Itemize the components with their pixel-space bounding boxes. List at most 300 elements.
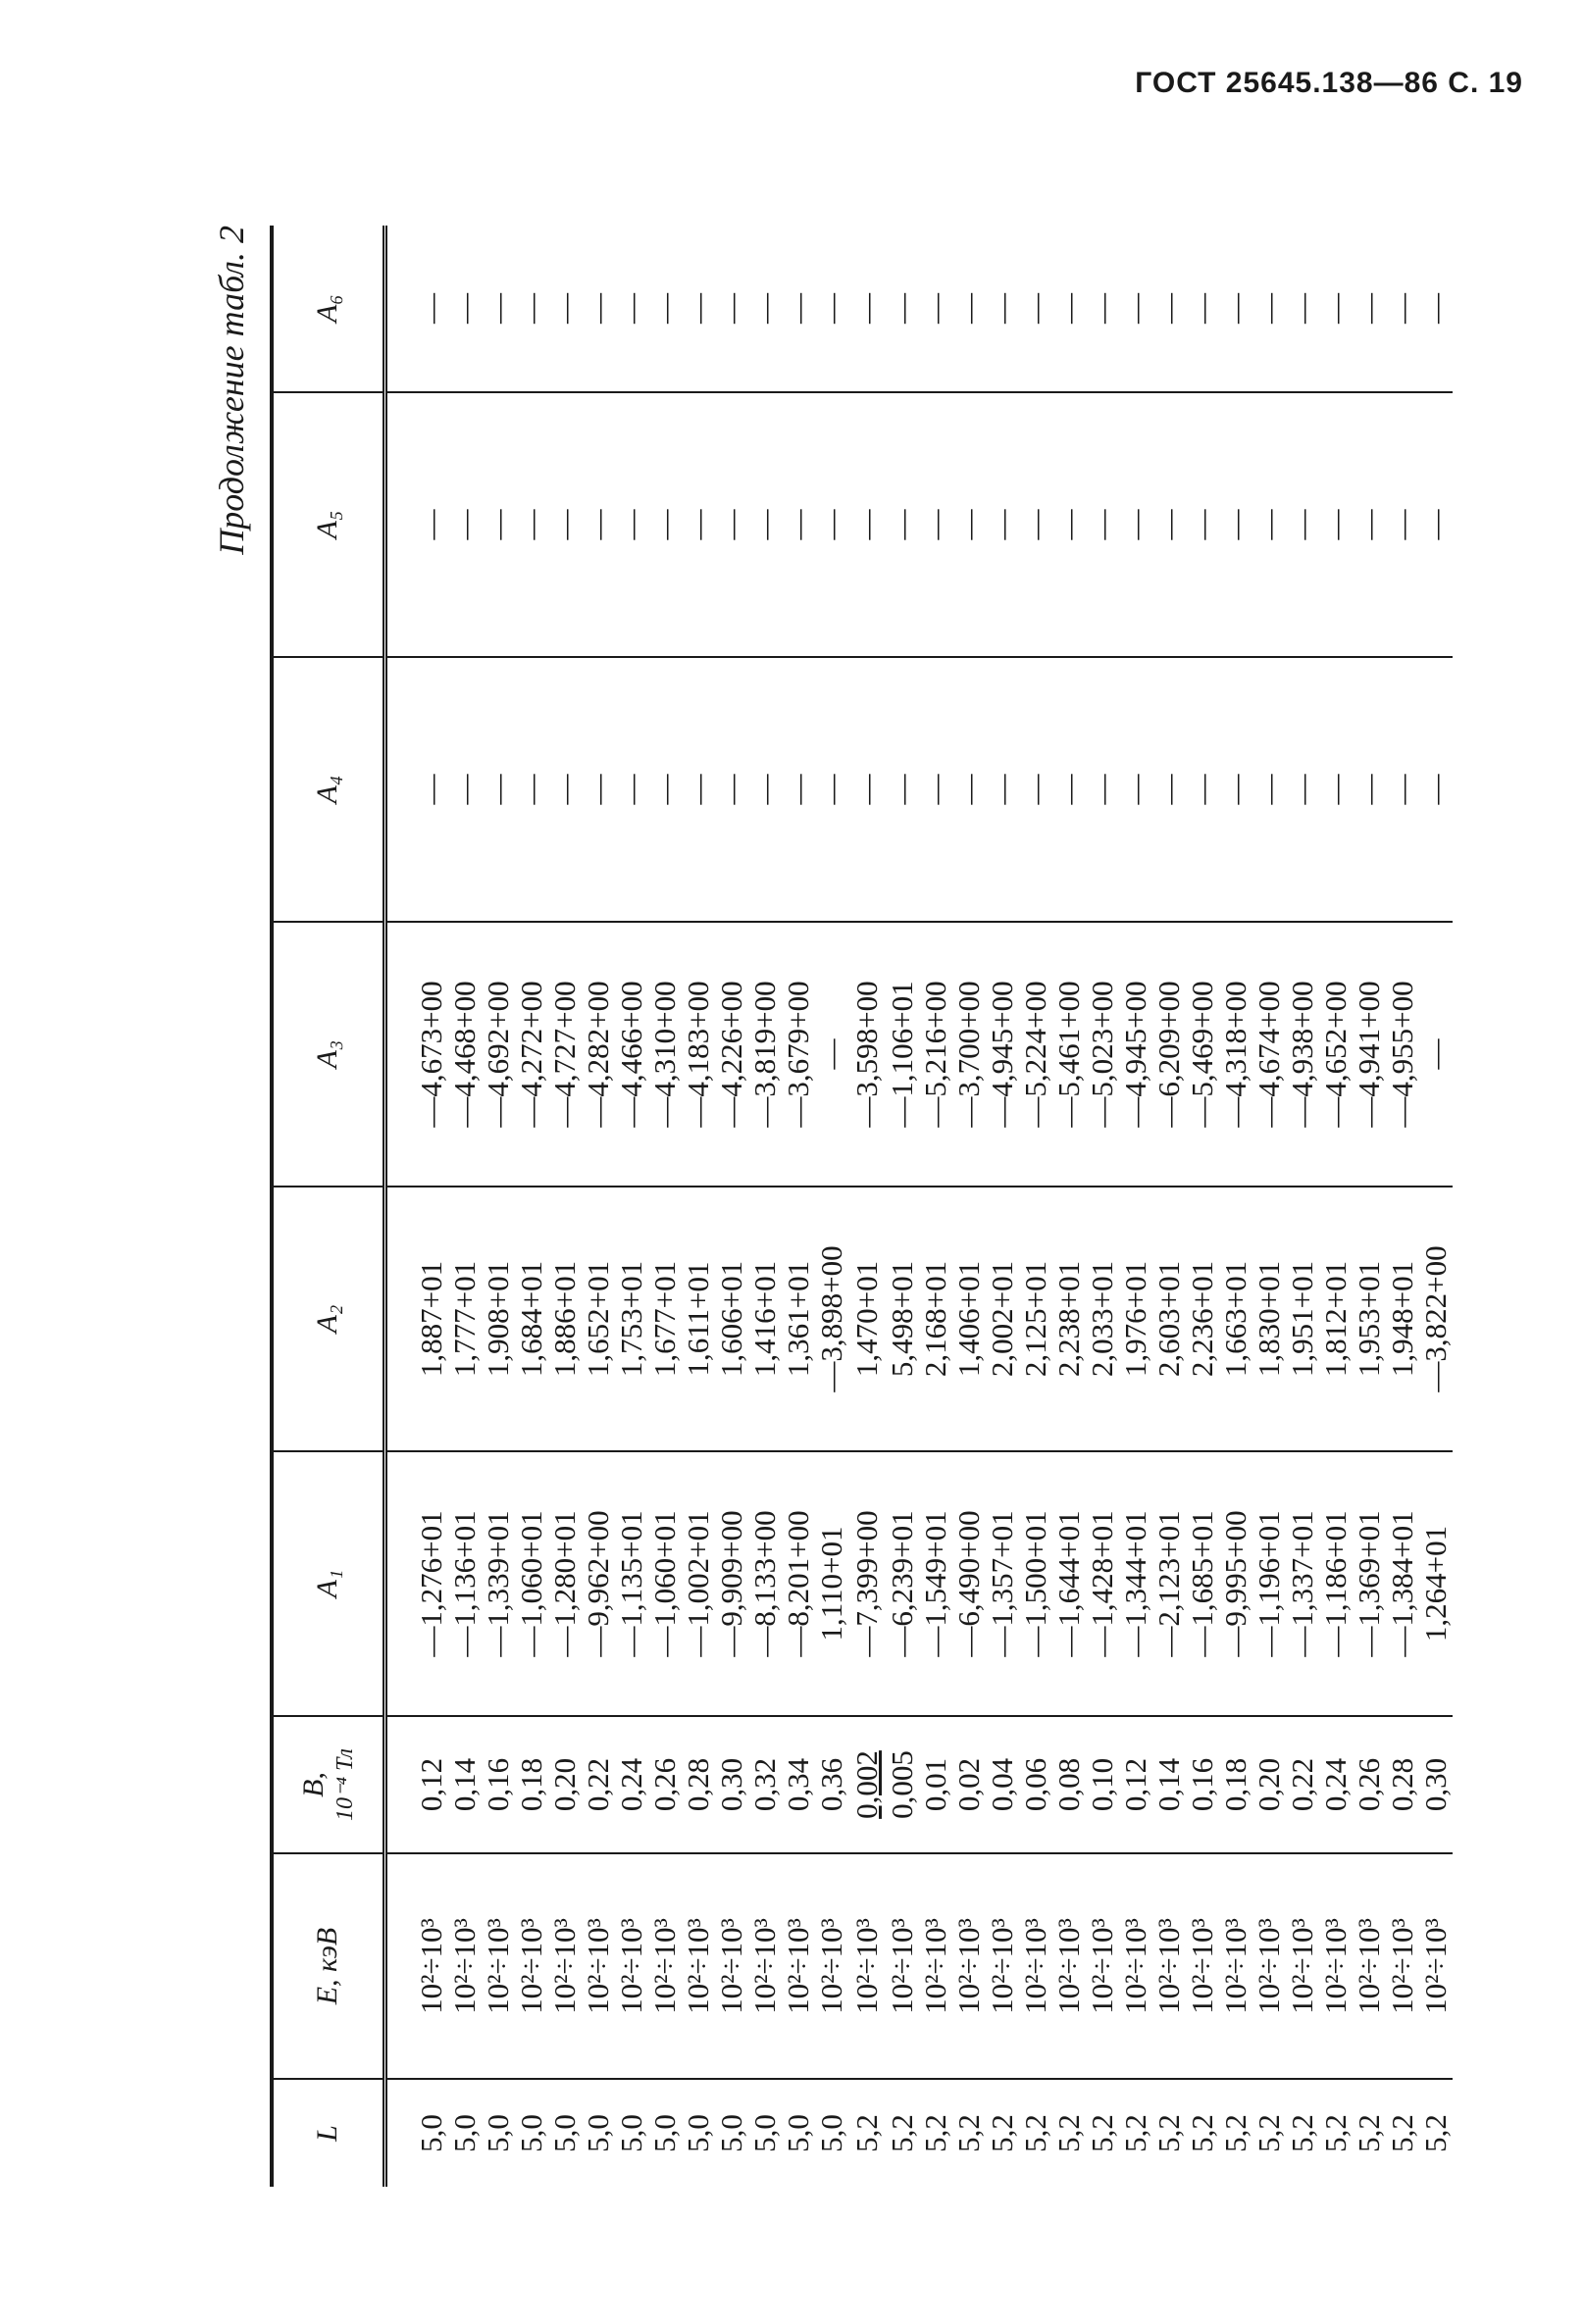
cell-a2: 1,953+01	[1353, 1187, 1386, 1451]
table-row	[782, 226, 815, 2187]
cell-a6: —	[480, 293, 515, 324]
cell-a1: —6,239+01	[886, 1451, 919, 1716]
cell-b: 0,20	[1252, 1716, 1286, 1853]
cell-a3: —	[1419, 922, 1453, 1187]
cell-a6: —	[1251, 293, 1286, 324]
cell-l: 5,0	[782, 2079, 815, 2187]
cell-e: 10²÷10³	[1286, 1853, 1319, 2079]
cell-e: 10²÷10³	[848, 1853, 886, 2079]
table-row	[1152, 226, 1186, 2187]
cell-l: 5,0	[582, 2079, 615, 2187]
cell-a4: —	[648, 657, 682, 922]
col-header-a2: A₂	[272, 1187, 384, 1451]
cell-a4: —	[548, 657, 582, 922]
cell-a1: —1,276+01	[384, 1451, 448, 1716]
cell-a4: —	[1319, 657, 1353, 922]
cell-a3: —4,945+00	[986, 922, 1019, 1187]
cell-a3: —4,318+00	[1219, 922, 1252, 1187]
cell-a4: —	[815, 657, 848, 922]
cell-b: 0,12	[1119, 1716, 1152, 1853]
table-row	[1286, 226, 1319, 2187]
cell-l: 5,2	[952, 2079, 986, 2187]
table-row	[1319, 226, 1353, 2187]
cell-e: 10²÷10³	[482, 1853, 515, 2079]
cell-a4: —	[886, 657, 919, 922]
cell-a5: —	[1252, 392, 1286, 657]
table-row	[648, 226, 682, 2187]
cell-a1: —1,280+01	[548, 1451, 582, 1716]
cell-e: 10²÷10³	[615, 1853, 648, 2079]
cell-a1: —9,962+00	[582, 1451, 615, 1716]
rotated-table-area	[196, 226, 1520, 2187]
cell-e: 10²÷10³	[1386, 1853, 1419, 2079]
cell-l: 5,2	[1186, 2079, 1219, 2187]
table-row	[1019, 226, 1052, 2187]
table-row	[848, 226, 886, 2187]
cell-e: 10²÷10³	[1419, 1853, 1453, 2079]
cell-a3: —6,209+00	[1152, 922, 1186, 1187]
table-row	[1119, 226, 1152, 2187]
cell-b: 0,04	[986, 1716, 1019, 1853]
cell-a4: —	[1152, 657, 1186, 922]
cell-a4: —	[748, 657, 782, 922]
cell-a6: —	[446, 293, 482, 324]
cell-a6: —	[917, 293, 952, 324]
cell-a3: —5,216+00	[919, 922, 952, 1187]
cell-a2: 1,684+01	[515, 1187, 548, 1451]
cell-a2: 1,406+01	[952, 1187, 986, 1451]
cell-l: 5,0	[482, 2079, 515, 2187]
cell-b: 0,22	[1286, 1716, 1319, 1853]
table-row	[548, 226, 582, 2187]
cell-a4: —	[1252, 657, 1286, 922]
cell-a6: —	[1050, 293, 1086, 324]
cell-a4: —	[582, 657, 615, 922]
cell-a6: —	[1017, 293, 1052, 324]
cell-l: 5,2	[1386, 2079, 1419, 2187]
cell-a4: —	[1052, 657, 1086, 922]
cell-a2: —3,898+00	[815, 1187, 848, 1451]
cell-a1: —9,909+00	[715, 1451, 748, 1716]
cell-a2: 2,125+01	[1019, 1187, 1052, 1451]
cell-a5: —	[615, 392, 648, 657]
cell-a2: 1,753+01	[615, 1187, 648, 1451]
cell-a1: —1,549+01	[919, 1451, 952, 1716]
cell-b: 0,10	[1086, 1716, 1119, 1853]
cell-a2: 1,652+01	[582, 1187, 615, 1451]
cell-b: 0,16	[482, 1716, 515, 1853]
cell-a4: —	[1419, 657, 1453, 922]
cell-a4: —	[448, 657, 482, 922]
cell-a3: —3,700+00	[952, 922, 986, 1187]
cell-a3: —4,282+00	[582, 922, 615, 1187]
cell-a3: —4,941+00	[1353, 922, 1386, 1187]
cell-a1: —1,685+01	[1186, 1451, 1219, 1716]
cell-b: 0,32	[748, 1716, 782, 1853]
cell-a6: —	[848, 293, 884, 324]
data-table	[270, 226, 1453, 2187]
cell-e: 10²÷10³	[1019, 1853, 1052, 2079]
cell-a3: —3,598+00	[848, 922, 886, 1187]
cell-a6: —	[580, 293, 615, 324]
cell-a3: —4,183+00	[682, 922, 715, 1187]
cell-a1: —2,123+01	[1152, 1451, 1186, 1716]
table-body	[384, 226, 1453, 2187]
cell-l: 5,2	[848, 2079, 886, 2187]
cell-l: 5,0	[715, 2079, 748, 2187]
cell-l: 5,0	[748, 2079, 782, 2187]
cell-a2: 1,361+01	[782, 1187, 815, 1451]
cell-a2: 2,603+01	[1152, 1187, 1186, 1451]
cell-a3: —4,673+00	[384, 922, 448, 1187]
page-header: ГОСТ 25645.138—86 С. 19	[1135, 67, 1523, 99]
cell-a1: 1,264+01	[1419, 1451, 1453, 1716]
cell-a3: —4,468+00	[448, 922, 482, 1187]
cell-b: 0,26	[648, 1716, 682, 1853]
cell-e: 10²÷10³	[748, 1853, 782, 2079]
cell-a3: —4,945+00	[1119, 922, 1152, 1187]
cell-b: 0,28	[682, 1716, 715, 1853]
cell-a1: —1,002+01	[682, 1451, 715, 1716]
cell-l: 5,0	[448, 2079, 482, 2187]
cell-a1: —1,344+01	[1119, 1451, 1152, 1716]
cell-a5: —	[886, 392, 919, 657]
cell-a1: 1,110+01	[815, 1451, 848, 1716]
cell-a1: —1,500+01	[1019, 1451, 1052, 1716]
cell-a2: 1,677+01	[648, 1187, 682, 1451]
cell-b: 0,26	[1353, 1716, 1386, 1853]
cell-a6: —	[950, 293, 986, 324]
cell-a2: 1,606+01	[715, 1187, 748, 1451]
cell-b: 0,14	[448, 1716, 482, 1853]
cell-b: 0,18	[515, 1716, 548, 1853]
cell-e: 10²÷10³	[448, 1853, 482, 2079]
cell-a1: —1,337+01	[1286, 1451, 1319, 1716]
cell-a3: —4,652+00	[1319, 922, 1353, 1187]
table-row	[919, 226, 952, 2187]
cell-b: 0,28	[1386, 1716, 1419, 1853]
cell-a2: 1,951+01	[1286, 1187, 1319, 1451]
header-row	[272, 226, 384, 2187]
cell-a1: —9,995+00	[1219, 1451, 1252, 1716]
cell-a6: —	[1384, 293, 1419, 324]
cell-a2: 1,470+01	[848, 1187, 886, 1451]
cell-a4: —	[1386, 657, 1419, 922]
cell-l: 5,2	[1019, 2079, 1052, 2187]
cell-a1: —1,196+01	[1252, 1451, 1286, 1716]
cell-a2: 1,908+01	[482, 1187, 515, 1451]
cell-a1: —1,357+01	[986, 1451, 1019, 1716]
cell-a4: —	[482, 657, 515, 922]
cell-b: 0,14	[1152, 1716, 1186, 1853]
cell-l: 5,0	[815, 2079, 848, 2187]
cell-b: 0,30	[1419, 1716, 1453, 1853]
cell-e: 10²÷10³	[1353, 1853, 1386, 2079]
cell-a6: —	[613, 293, 648, 324]
cell-l: 5,0	[515, 2079, 548, 2187]
cell-a4: —	[384, 657, 448, 922]
cell-a4: —	[782, 657, 815, 922]
cell-l: 5,2	[1152, 2079, 1186, 2187]
cell-a2: 2,236+01	[1186, 1187, 1219, 1451]
cell-a5: —	[515, 392, 548, 657]
cell-a2: 1,611+01	[682, 1187, 715, 1451]
cell-a3: —4,938+00	[1286, 922, 1319, 1187]
cell-a2: 1,812+01	[1319, 1187, 1353, 1451]
cell-a2: 1,976+01	[1119, 1187, 1152, 1451]
cell-b: 0,01	[919, 1716, 952, 1853]
cell-e: 10²÷10³	[782, 1853, 815, 2079]
cell-e: 10²÷10³	[986, 1853, 1019, 2079]
cell-a6: —	[746, 293, 782, 324]
cell-e: 10²÷10³	[715, 1853, 748, 2079]
cell-a1: —7,399+00	[848, 1451, 886, 1716]
cell-a4: —	[1019, 657, 1052, 922]
cell-a4: —	[715, 657, 748, 922]
cell-a1: —1,060+01	[515, 1451, 548, 1716]
table-row	[1252, 226, 1286, 2187]
table-row	[986, 226, 1019, 2187]
table-row	[448, 226, 482, 2187]
table-row	[1419, 226, 1453, 2187]
cell-e: 10²÷10³	[815, 1853, 848, 2079]
cell-a4: —	[515, 657, 548, 922]
cell-a4: —	[952, 657, 986, 922]
cell-l: 5,0	[682, 2079, 715, 2187]
cell-a5: —	[682, 392, 715, 657]
cell-a5: —	[1419, 392, 1453, 657]
cell-a5: —	[1386, 392, 1419, 657]
cell-l: 5,0	[648, 2079, 682, 2187]
cell-a6: —	[780, 293, 815, 324]
cell-a4: —	[1119, 657, 1152, 922]
cell-e: 10²÷10³	[1319, 1853, 1353, 2079]
cell-a4: —	[682, 657, 715, 922]
cell-a5: —	[1119, 392, 1152, 657]
cell-e: 10²÷10³	[1052, 1853, 1086, 2079]
cell-a6: —	[1417, 293, 1453, 324]
cell-a5: —	[384, 392, 448, 657]
table-row	[682, 226, 715, 2187]
col-header-a6: A₆	[272, 226, 384, 392]
cell-a6: —	[1317, 293, 1353, 324]
table-row	[1052, 226, 1086, 2187]
cell-a5: —	[648, 392, 682, 657]
cell-a6: —	[680, 293, 715, 324]
cell-a3: —5,023+00	[1086, 922, 1119, 1187]
cell-a5: —	[1319, 392, 1353, 657]
col-header-a5: A₅	[272, 392, 384, 657]
cell-a4: —	[1353, 657, 1386, 922]
cell-b: 0,02	[952, 1716, 986, 1853]
cell-e: 10²÷10³	[548, 1853, 582, 2079]
cell-e: 10²÷10³	[682, 1853, 715, 2079]
cell-a6: —	[1351, 293, 1386, 324]
cell-a4: —	[1186, 657, 1219, 922]
cell-e: 10²÷10³	[515, 1853, 548, 2079]
cell-a5: —	[1219, 392, 1252, 657]
cell-a5: —	[1086, 392, 1119, 657]
cell-e: 10²÷10³	[582, 1853, 615, 2079]
table-row	[582, 226, 615, 2187]
cell-a6: —	[1217, 293, 1252, 324]
cell-b: 0,24	[1319, 1716, 1353, 1853]
cell-a5: —	[748, 392, 782, 657]
cell-a5: —	[1186, 392, 1219, 657]
table-row	[1086, 226, 1119, 2187]
cell-a5: —	[1152, 392, 1186, 657]
table-row	[515, 226, 548, 2187]
table-row	[1186, 226, 1219, 2187]
col-header-a4: A₄	[272, 657, 384, 922]
cell-a3: —4,226+00	[715, 922, 748, 1187]
cell-e: 10²÷10³	[919, 1853, 952, 2079]
cell-a3: —4,272+00	[515, 922, 548, 1187]
cell-a6: —	[513, 293, 548, 324]
cell-b: 0,005	[886, 1716, 919, 1853]
cell-a4: —	[848, 657, 886, 922]
cell-a2: 1,663+01	[1219, 1187, 1252, 1451]
cell-a3: —3,679+00	[782, 922, 815, 1187]
cell-a5: —	[1286, 392, 1319, 657]
cell-a3: —4,955+00	[1386, 922, 1419, 1187]
cell-b: 0,22	[582, 1716, 615, 1853]
cell-a6: —	[413, 293, 448, 324]
cell-a6: —	[1084, 293, 1119, 324]
cell-l: 5,2	[1419, 2079, 1453, 2187]
cell-l: 5,2	[1286, 2079, 1319, 2187]
cell-l: 5,2	[919, 2079, 952, 2187]
cell-e: 10²÷10³	[1152, 1853, 1186, 2079]
cell-e: 10²÷10³	[384, 1853, 448, 2079]
cell-a3: —4,466+00	[615, 922, 648, 1187]
cell-b: 0,002	[848, 1716, 886, 1853]
cell-l: 5,0	[615, 2079, 648, 2187]
cell-e: 10²÷10³	[1252, 1853, 1286, 2079]
cell-a2: 1,887+01	[384, 1187, 448, 1451]
cell-a5: —	[548, 392, 582, 657]
cell-b: 0,08	[1052, 1716, 1086, 1853]
table-row	[1353, 226, 1386, 2187]
cell-a2: —3,822+00	[1419, 1187, 1453, 1451]
cell-a1: —1,136+01	[448, 1451, 482, 1716]
cell-b: 0,12	[384, 1716, 448, 1853]
col-header-b-symbol: B,	[296, 1772, 330, 1797]
cell-b: 0,06	[1019, 1716, 1052, 1853]
cell-e: 10²÷10³	[886, 1853, 919, 2079]
cell-a3: —4,727+00	[548, 922, 582, 1187]
cell-a1: —1,369+01	[1353, 1451, 1386, 1716]
cell-b: 0,16	[1186, 1716, 1219, 1853]
cell-l: 5,2	[1219, 2079, 1252, 2187]
cell-a5: —	[1052, 392, 1086, 657]
table-row	[886, 226, 919, 2187]
cell-a3: —3,819+00	[748, 922, 782, 1187]
cell-a1: —1,060+01	[648, 1451, 682, 1716]
cell-a4: —	[1086, 657, 1119, 922]
cell-a2: 5,498+01	[886, 1187, 919, 1451]
cell-l: 5,2	[986, 2079, 1019, 2187]
cell-a5: —	[782, 392, 815, 657]
cell-a4: —	[919, 657, 952, 922]
cell-a1: —1,384+01	[1386, 1451, 1419, 1716]
cell-a2: 1,948+01	[1386, 1187, 1419, 1451]
table-caption: Продолжение табл. 2	[212, 226, 251, 555]
cell-a1: —8,201+00	[782, 1451, 815, 1716]
cell-a3: —5,469+00	[1186, 922, 1219, 1187]
cell-a2: 2,002+01	[986, 1187, 1019, 1451]
cell-a5: —	[986, 392, 1019, 657]
cell-a1: —1,644+01	[1052, 1451, 1086, 1716]
cell-a5: —	[1019, 392, 1052, 657]
cell-a3: —4,674+00	[1252, 922, 1286, 1187]
cell-a5: —	[815, 392, 848, 657]
table-row	[748, 226, 782, 2187]
cell-a2: 2,238+01	[1052, 1187, 1086, 1451]
cell-a5: —	[952, 392, 986, 657]
cell-a1: —6,490+00	[952, 1451, 986, 1716]
col-header-a3: A₃	[272, 922, 384, 1187]
cell-a3: —1,106+01	[886, 922, 919, 1187]
cell-l: 5,0	[384, 2079, 448, 2187]
cell-a2: 1,777+01	[448, 1187, 482, 1451]
cell-a6: —	[1150, 293, 1186, 324]
cell-a6: —	[984, 293, 1019, 324]
cell-a1: —1,135+01	[615, 1451, 648, 1716]
cell-b: 0,18	[1219, 1716, 1252, 1853]
table-row	[815, 226, 848, 2187]
cell-a3: —5,224+00	[1019, 922, 1052, 1187]
cell-a1: —1,428+01	[1086, 1451, 1119, 1716]
cell-e: 10²÷10³	[1186, 1853, 1219, 2079]
cell-a6: —	[546, 293, 582, 324]
cell-l: 5,2	[886, 2079, 919, 2187]
cell-a6: —	[1117, 293, 1152, 324]
cell-a4: —	[615, 657, 648, 922]
cell-a2: 1,830+01	[1252, 1187, 1286, 1451]
cell-b: 0,20	[548, 1716, 582, 1853]
col-header-b	[272, 1716, 384, 1853]
cell-a4: —	[986, 657, 1019, 922]
cell-e: 10²÷10³	[952, 1853, 986, 2079]
cell-l: 5,2	[1086, 2079, 1119, 2187]
col-header-l: L	[272, 2079, 384, 2187]
cell-l: 5,2	[1252, 2079, 1286, 2187]
cell-a5: —	[582, 392, 615, 657]
cell-l: 5,2	[1119, 2079, 1152, 2187]
table-row	[384, 226, 448, 2187]
cell-a2: 1,886+01	[548, 1187, 582, 1451]
table-row	[1386, 226, 1419, 2187]
cell-a6: —	[1284, 293, 1319, 324]
cell-l: 5,2	[1353, 2079, 1386, 2187]
cell-e: 10²÷10³	[1119, 1853, 1152, 2079]
cell-l: 5,0	[548, 2079, 582, 2187]
cell-e: 10²÷10³	[648, 1853, 682, 2079]
cell-l: 5,2	[1052, 2079, 1086, 2187]
cell-a5: —	[482, 392, 515, 657]
cell-b: 0,24	[615, 1716, 648, 1853]
cell-a4: —	[1219, 657, 1252, 922]
cell-a3: —4,692+00	[482, 922, 515, 1187]
cell-b: 0,34	[782, 1716, 815, 1853]
cell-a5: —	[919, 392, 952, 657]
table-row	[482, 226, 515, 2187]
col-header-a1: A₁	[272, 1451, 384, 1716]
cell-a6: —	[1184, 293, 1219, 324]
cell-a6: —	[884, 293, 919, 324]
cell-a5: —	[848, 392, 886, 657]
